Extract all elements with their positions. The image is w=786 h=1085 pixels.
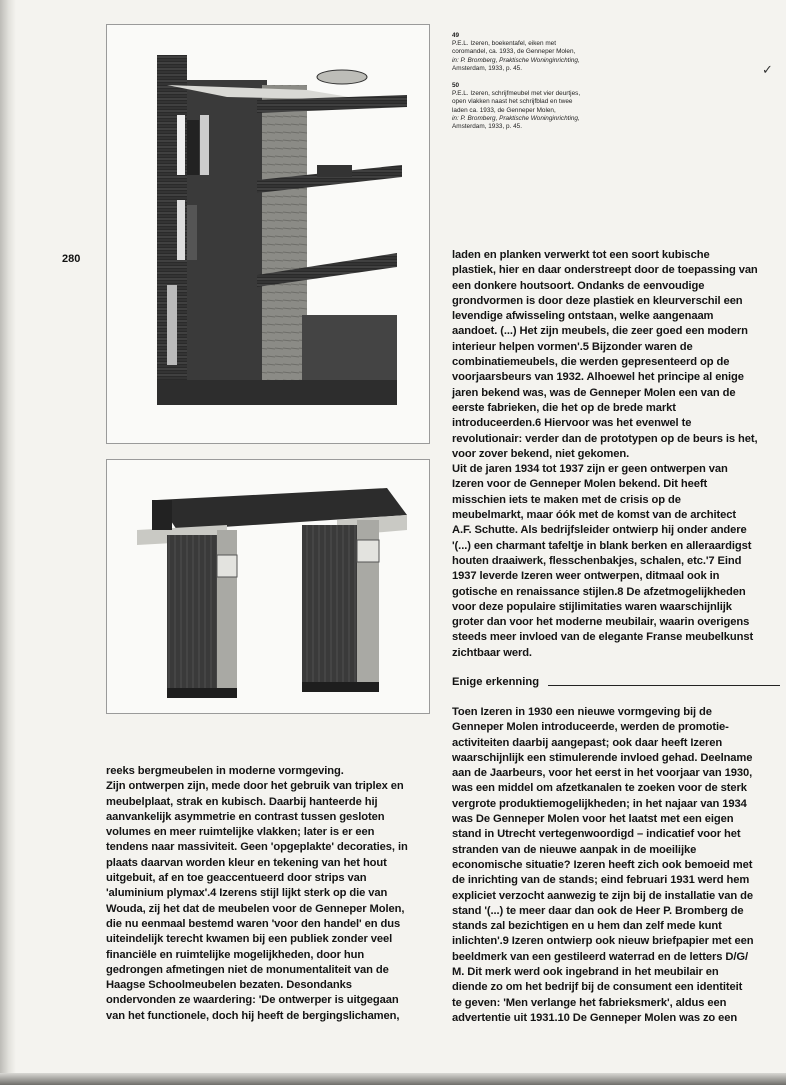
writing-desk-illustration xyxy=(107,460,429,713)
section-title: Enige erkenning xyxy=(452,676,540,688)
text-line: interieur helpen vormen'.5 Bijzonder waren de xyxy=(452,340,693,353)
text-line: economische situatie? Izeren heeft zich ook bemoeid met xyxy=(452,858,753,871)
text-line: aanvankelijk asymmetrie en contrast tussen gesloten xyxy=(106,810,385,823)
scan-bottom-edge xyxy=(0,1073,786,1085)
text-line: een donkere houtsoort. Ondanks de eenvoudige xyxy=(452,279,705,292)
text-line: aandoet. (...) Het zijn meubels, die zeer goed een modern xyxy=(452,325,748,338)
text-line: waarschijnlijk een stimulerende invloed gehad. Deelname xyxy=(452,751,753,764)
caption-50 xyxy=(452,82,614,131)
text-line: '(...) een charmant tafeltje in blank berken en alleraardigst xyxy=(452,539,752,552)
text-line: reeks bergmeubelen in moderne vormgeving. xyxy=(106,765,344,777)
text-line: steeds meer invloed van de elegante Franse meubelkunst xyxy=(452,631,754,644)
text-line: eerste fabrieken, die het op de brede markt xyxy=(452,401,676,414)
text-line: volumes en meer ruimtelijke vlakken; later is er een xyxy=(106,826,375,839)
text-line: advertentie uit 1931.10 De Genneper Molen was zo een xyxy=(452,1011,738,1024)
left-column-text xyxy=(106,764,436,1024)
text-line: meubelmarkt, maar óók met de komst van de architect xyxy=(452,509,737,522)
text-line: gotische en renaissance stijlen.8 De afzetmogelijkheden xyxy=(452,585,746,598)
text-line: jaren bekend was, was de Genneper Molen een van de xyxy=(452,386,736,399)
text-line: ondervonden ze waardering: 'De ontwerper is uitgegaan xyxy=(106,994,399,1007)
text-line: van het functionele, doch hij heeft de bergingslichamen, xyxy=(106,1009,400,1022)
text-line: groter dan voor het moderne meubilair, waarin overigens xyxy=(452,616,750,629)
caption-line: in: P. Bromberg, Praktische Woninginrichting, xyxy=(452,56,580,64)
text-line: expliciet verzocht aanwezig te zijn bij de installatie van de xyxy=(452,889,754,902)
text-line: levendige afwisseling ontstaan, welke aangenaam xyxy=(452,310,714,323)
text-line: beeldmerk van een gestileerd waterrad en de letters D/G/ xyxy=(452,950,748,963)
text-line: grondvormen is door deze plastiek en kleurverschil een xyxy=(452,294,743,307)
text-line: stand in Utrecht vertegenwoordigd – indicatief voor het xyxy=(452,828,741,841)
text-line: aan de Jaarbeurs, voor het eerst in het voorjaar van 1930, xyxy=(452,767,753,780)
text-line: combinatiemeubels, die werden gepresenteerd op de xyxy=(452,356,730,369)
text-line: voor zover bekend, niet gekomen. xyxy=(452,447,630,460)
right-column-top-text xyxy=(452,248,782,661)
caption-number: 49 xyxy=(452,32,460,39)
text-line: tendens naar massiviteit. Geen 'opgeplakte' decoraties, in xyxy=(106,841,408,854)
text-line: inlichten'.9 Izeren ontwierp ook nieuw briefpapier met een xyxy=(452,935,754,948)
section-heading xyxy=(452,676,780,692)
text-line: meubelplaat, strak en kubisch. Daarbij hanteerde hij xyxy=(106,795,378,808)
caption-line: coromandel, ca. 1933, de Genneper Molen, xyxy=(452,48,576,56)
page-gutter xyxy=(0,0,16,1085)
text-line: uitgebuit, af en toe geaccentueerd door strips van xyxy=(106,872,367,885)
heading-rule xyxy=(548,685,780,686)
text-line: Haagse Schoolmeubelen bezaten. Desondanks xyxy=(106,979,352,992)
text-line: revolutionair: verder dan de prototypen op de beurs is het, xyxy=(452,432,758,445)
text-line: financiële en ruimtelijke mogelijkheden, door hun xyxy=(106,948,365,961)
text-line: te geven: 'Men verlange het fabrieksmerk', aldus een xyxy=(452,996,727,1009)
text-line: Uit de jaren 1934 tot 1937 zijn er geen ontwerpen van xyxy=(452,463,728,476)
text-line: A.F. Schutte. Als bedrijfsleider ontwierp hij onder andere xyxy=(452,524,747,537)
text-line: misschien iets te maken met de crisis op de xyxy=(452,493,681,506)
text-line: Genneper Molen introduceerde, werden de promotie- xyxy=(452,721,729,734)
caption-49 xyxy=(452,32,614,73)
text-line: voorjaarsbeurs van 1932. Alhoewel het principe al enige xyxy=(452,371,744,384)
writing-desk-photo xyxy=(106,459,430,714)
bookcase-photo xyxy=(106,24,430,444)
text-line: die nu eenmaal bestemd waren 'voor den handel' en dus xyxy=(106,917,401,930)
text-line: Izeren voor de Genneper Molen bekend. Dit heeft xyxy=(452,478,708,491)
text-line: houten draaiwerk, flesschenbakjes, schalen, etc.'7 Eind xyxy=(452,554,742,567)
text-line: was een middel om afzetkanalen te zoeken voor de sterk xyxy=(452,782,747,795)
text-line: activiteiten daarbij aangepast; ook daar heeft Izeren xyxy=(452,736,723,749)
bookcase-illustration xyxy=(107,25,429,443)
text-line: de inrichting van de stands; eind februari 1931 werd hem xyxy=(452,874,750,887)
text-line: was De Genneper Molen voor het laatst met een eigen xyxy=(452,813,734,826)
caption-line: Amsterdam, 1933, p. 45. xyxy=(452,123,522,131)
pencil-mark: ✓ xyxy=(762,62,773,77)
text-line: plastiek, hier en daar onderstreept door de toepassing van xyxy=(452,264,758,277)
figure-captions xyxy=(452,32,614,140)
caption-line: open vlakken naast het schrijfblad en twee xyxy=(452,98,573,106)
text-line: 1937 leverde Izeren weer ontwerpen, ditmaal ook in xyxy=(452,570,720,583)
text-line: introduceerden.6 Hiervoor was het evenwel te xyxy=(452,417,692,430)
text-line: gedrongen afmetingen niet de monumentaliteit van de xyxy=(106,963,389,976)
text-line: stand '(...) te meer daar dan ook de Heer P. Bromberg de xyxy=(452,904,744,917)
text-line: Wouda, zij het dat de meubelen voor de Genneper Molen, xyxy=(106,902,405,915)
text-line: zichtbaar werd. xyxy=(452,646,532,659)
right-column-bottom-text xyxy=(452,705,782,1026)
caption-line: Amsterdam, 1933, p. 45. xyxy=(452,64,522,72)
caption-line: laden ca. 1933, de Genneper Molen, xyxy=(452,106,556,114)
text-line: vergrote produktiemogelijkheden; in het najaar van 1934 xyxy=(452,797,747,810)
caption-number: 50 xyxy=(452,82,460,90)
text-line: M. Dit merk werd ook ingebrand in het meubilair en xyxy=(452,966,719,979)
text-line: stranden van de nieuwe aanpak in de moeilijke xyxy=(452,843,697,856)
text-line: uiteindelijk terecht kwamen bij een publiek zonder veel xyxy=(106,933,393,946)
text-line: laden en planken verwerkt tot een soort kubische xyxy=(452,249,710,261)
caption-line: P.E.L. Izeren, boekentafel, eiken met xyxy=(452,40,556,48)
text-line: diende zo om het bedrijf bij de consument een identiteit xyxy=(452,981,743,994)
text-line: voor deze populaire stijlimitaties waren waarschijnlijk xyxy=(452,600,732,613)
text-line: Zijn ontwerpen zijn, mede door het gebruik van triplex en xyxy=(106,780,404,793)
text-line: plaats daarvan worden kleur en tekening van het hout xyxy=(106,856,387,869)
caption-line: P.E.L. Izeren, schrijfmeubel met vier deurtjes, xyxy=(452,90,581,98)
text-line: 'aluminium plymax'.4 Izerens stijl lijkt sterk op die van xyxy=(106,887,388,900)
text-line: stands zal bezichtigen en u hem dan zelf mede kunt xyxy=(452,920,722,933)
caption-line: in: P. Bromberg, Praktische Woninginrichting, xyxy=(452,114,580,122)
page-number: 280 xyxy=(62,253,81,265)
text-line: Toen Izeren in 1930 een nieuwe vormgeving bij de xyxy=(452,706,712,718)
